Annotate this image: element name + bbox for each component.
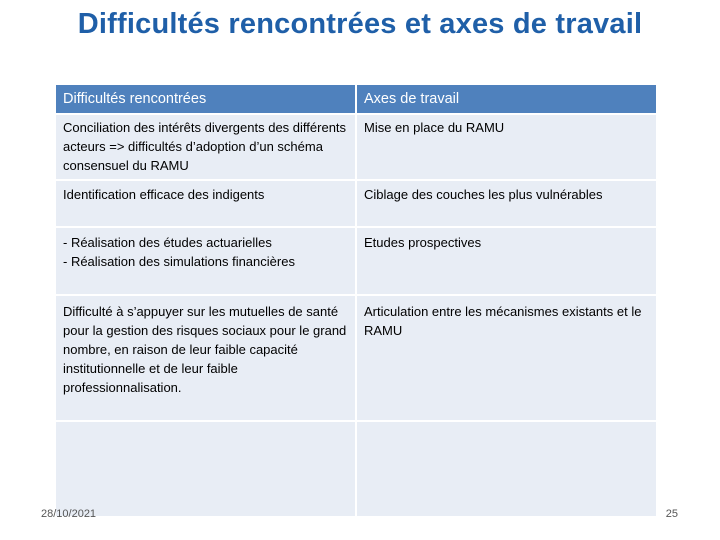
table-row (55, 227, 657, 295)
page-number: 25 (665, 508, 678, 520)
table-row-empty (55, 421, 657, 517)
column-header-difficulties: Difficultés rencontrées (55, 84, 356, 114)
slide-title: Difficultés rencontrées et axes de travail (77, 8, 643, 40)
column-header-axes: Axes de travail (356, 84, 657, 114)
table-row (55, 114, 657, 180)
table-row (55, 295, 657, 421)
footer-date: 28/10/2021 (41, 508, 97, 520)
difficulty-cell: Identification efficace des indigents (55, 180, 356, 227)
difficulty-line: - Réalisation des études actuarielles (63, 235, 272, 250)
axis-cell (356, 421, 657, 517)
difficulty-cell: Difficulté à s’appuyer sur les mutuelles de santé pour la gestion des risques sociaux pour le grand nombre, en raison de leur faible capacité institutionnelle et de leur faible professionnalisation. (55, 295, 356, 421)
difficulty-cell (55, 227, 356, 295)
axis-cell: Ciblage des couches les plus vulnérables (356, 180, 657, 227)
table-row (55, 180, 657, 227)
difficulty-line: - Réalisation des simulations financières (63, 254, 295, 269)
difficulty-cell: Conciliation des intérêts divergents des différents acteurs => difficultés d’adoption d’un schéma consensuel du RAMU (55, 114, 356, 180)
table-header-row (55, 84, 657, 114)
difficulties-table (54, 83, 658, 518)
axis-cell: Etudes prospectives (356, 227, 657, 295)
axis-cell: Articulation entre les mécanismes existants et le RAMU (356, 295, 657, 421)
axis-cell: Mise en place du RAMU (356, 114, 657, 180)
difficulty-cell (55, 421, 356, 517)
